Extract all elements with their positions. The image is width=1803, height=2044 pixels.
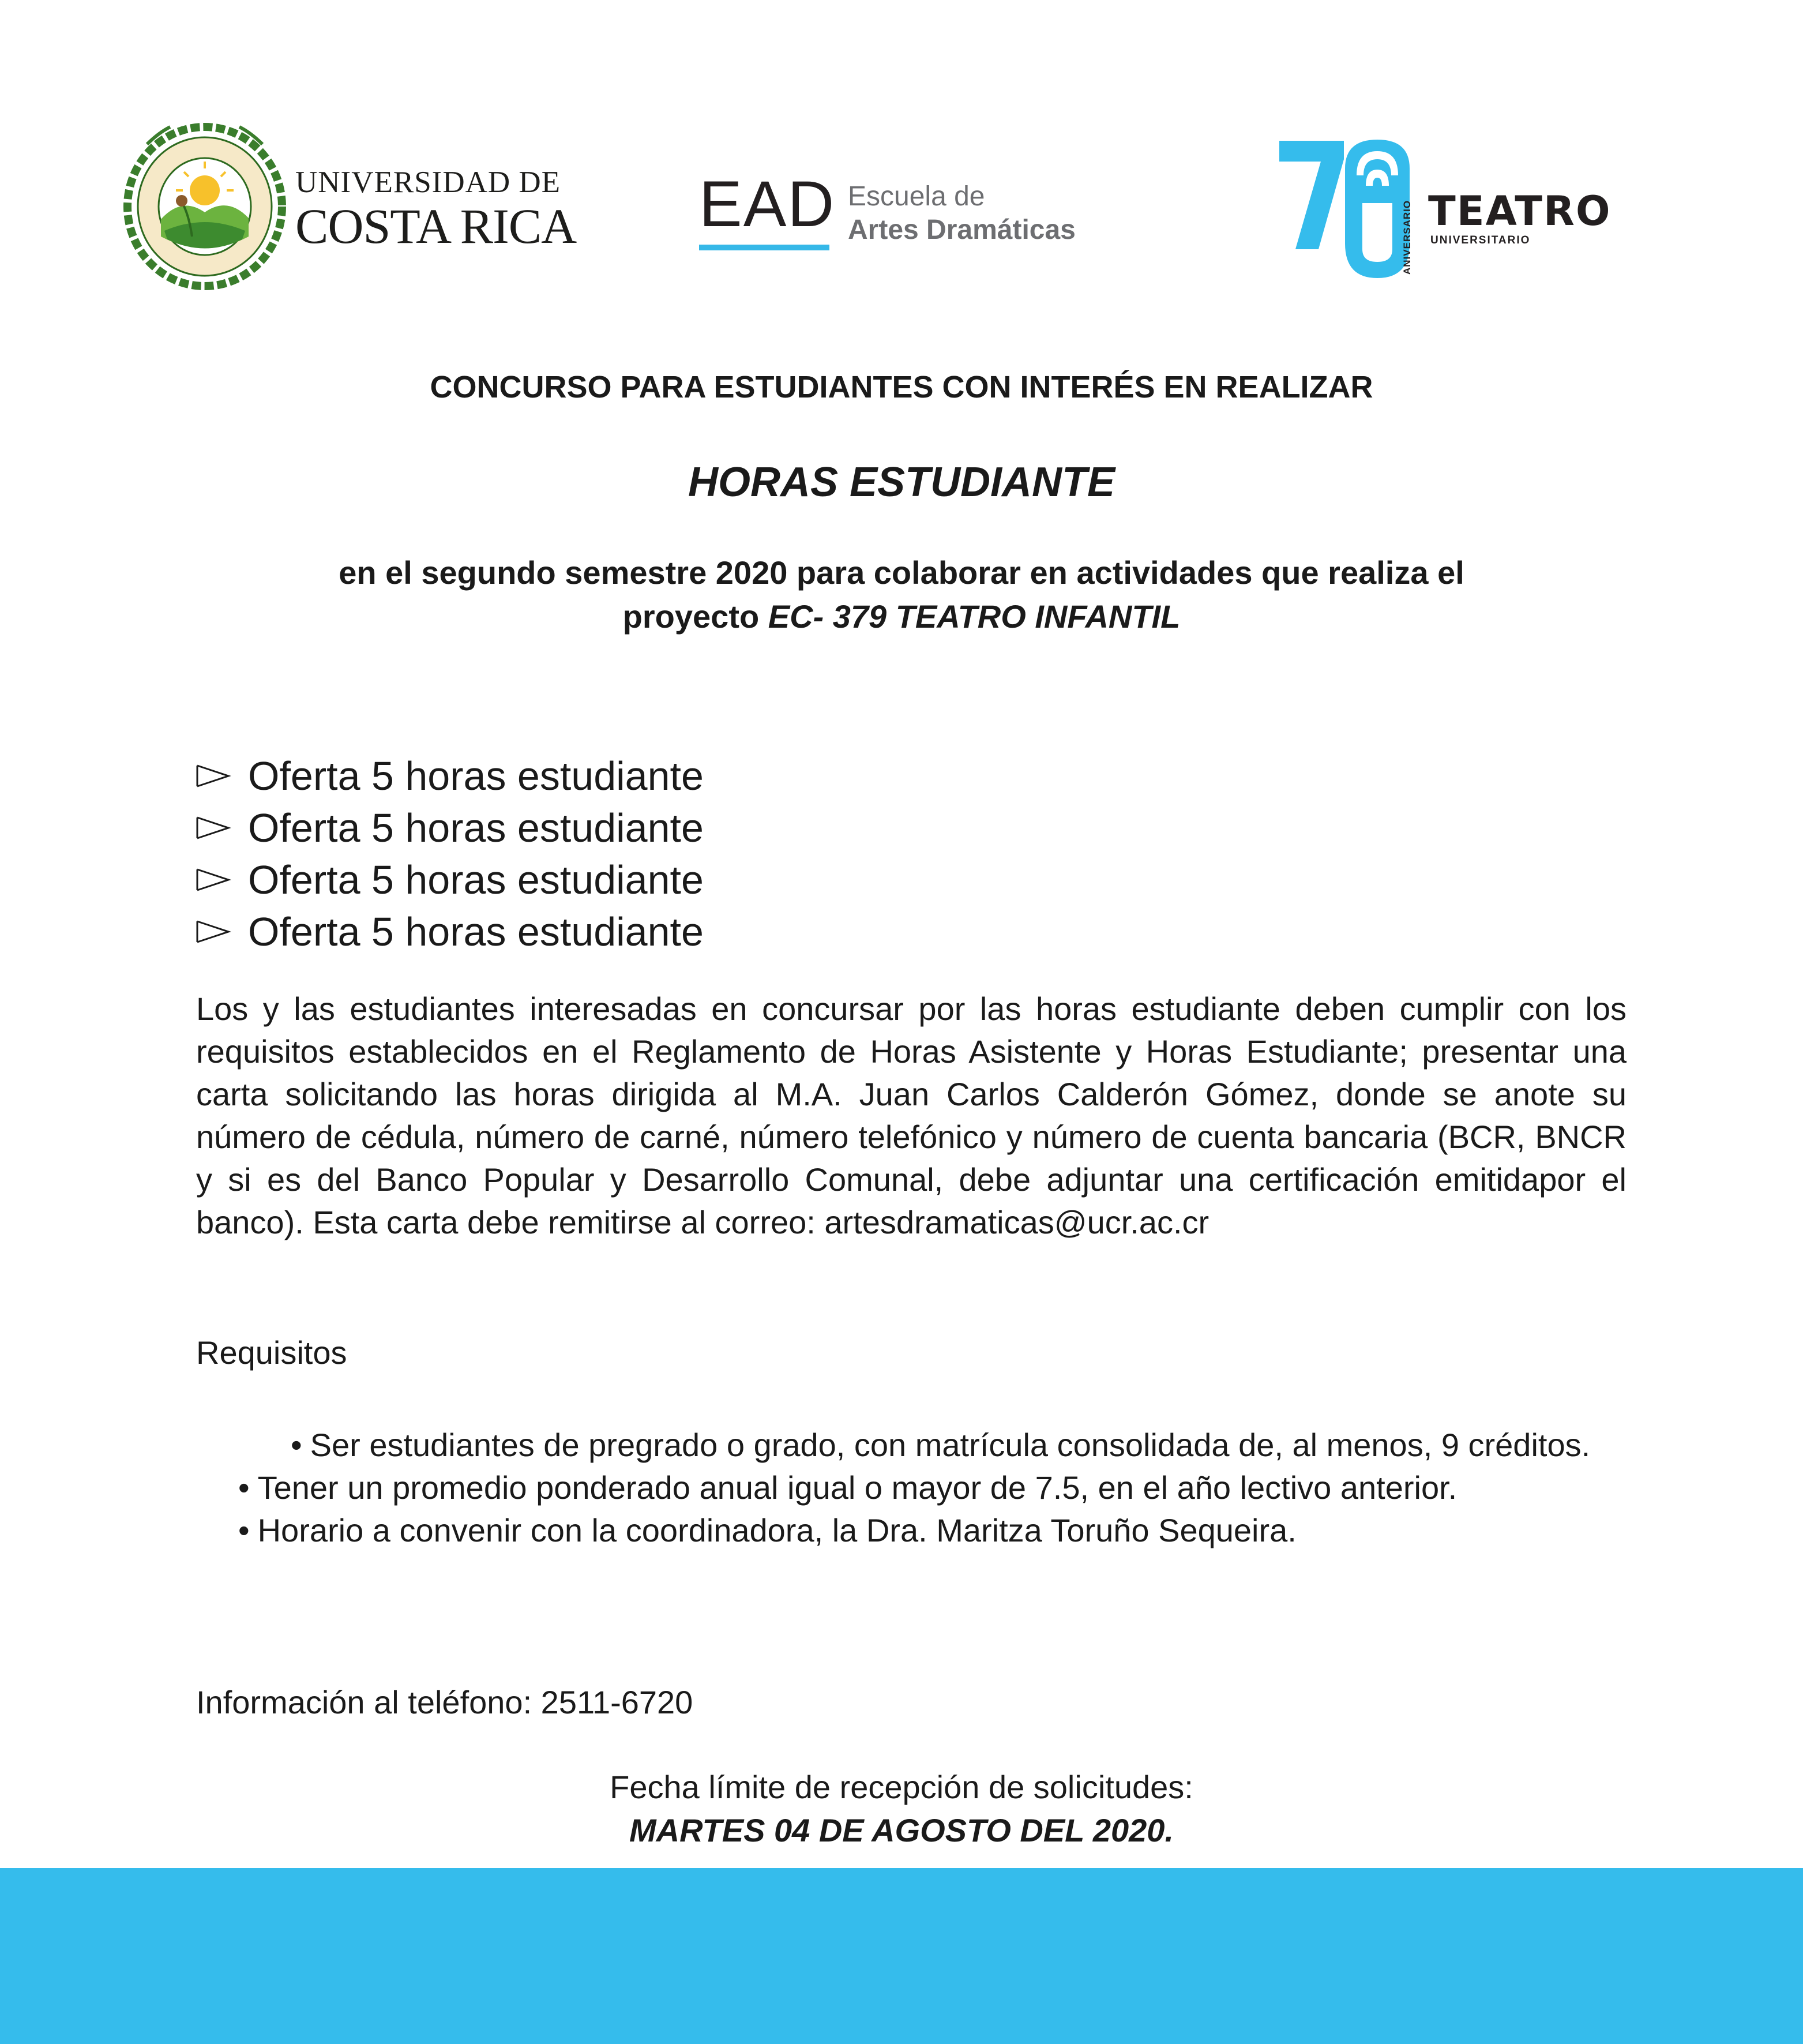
ucr-wordmark-line2: COSTA RICA xyxy=(295,198,577,254)
contest-description-line1: en el segundo semestre 2020 para colaborar en actividades que realiza el xyxy=(339,554,1464,591)
offer-text: Oferta 5 horas estudiante xyxy=(248,805,704,850)
bullet-icon: • xyxy=(238,1469,250,1506)
arrow-bullet-icon xyxy=(196,868,248,891)
contact-phone-info: Información al teléfono: 2511-6720 xyxy=(196,1684,693,1720)
svg-text:TEATRO: TEATRO xyxy=(1428,187,1612,235)
ucr-seal-logo xyxy=(124,121,286,294)
requirement-item xyxy=(178,1424,1628,1467)
requirement-item xyxy=(178,1509,1628,1552)
arrow-bullet-icon xyxy=(196,920,248,943)
offer-list xyxy=(196,750,704,958)
requirement-text: Tener un promedio ponderado anual igual o mayor de 7.5, en el año lectivo anterior. xyxy=(257,1469,1458,1506)
offer-item xyxy=(196,750,704,802)
bullet-icon: • xyxy=(291,1427,302,1463)
application-instructions: Los y las estudiantes interesadas en concursar por las horas estudiante deben cumplir con los requisitos establecidos en el Reglamento de Horas Asistente y Horas Estudiante; presentar una carta solicitando las horas dirigida al M.A. Juan Carlos Calderón Gómez, donde se anote su número de cédula, número de carné, número telefónico y número de cuenta bancaria (BCR, BNCR y si es del Banco Popular y Desarrollo Comunal, debe adjuntar una certificación emitidapor el banco). Esta carta debe remitirse al correo: artesdramaticas@ucr.ac.cr xyxy=(196,991,1627,1240)
project-prefix: proyecto xyxy=(622,598,768,635)
ucr-wordmark-line1: UNIVERSIDAD DE xyxy=(295,166,561,199)
deadline-date: MARTES 04 DE AGOSTO DEL 2020. xyxy=(629,1812,1174,1848)
requirement-text: Ser estudiantes de pregrado o grado, con matrícula consolidada de, al menos, 9 créditos. xyxy=(310,1427,1591,1463)
footer-band xyxy=(0,1868,1803,2044)
svg-text:ANIVERSARIO: ANIVERSARIO xyxy=(1402,200,1413,275)
deadline-label: Fecha límite de recepción de solicitudes: xyxy=(610,1769,1193,1805)
ucr-wordmark xyxy=(295,166,577,254)
offer-item xyxy=(196,802,704,854)
ead-subtitle-line1: Escuela de xyxy=(848,181,985,212)
teatro-universitario-70-logo xyxy=(1276,134,1612,284)
ead-letters: EAD xyxy=(699,168,836,240)
ead-subtitle-line2: Artes Dramáticas xyxy=(848,214,1076,245)
requirements-heading: Requisitos xyxy=(196,1334,347,1371)
offer-item xyxy=(196,854,704,906)
requirement-item xyxy=(178,1467,1628,1509)
project-name: EC- 379 TEATRO INFANTIL xyxy=(768,598,1181,635)
offer-text: Oferta 5 horas estudiante xyxy=(248,753,704,798)
ead-subtitle xyxy=(848,180,1076,246)
arrow-bullet-icon xyxy=(196,764,248,787)
bullet-icon: • xyxy=(238,1512,250,1548)
offer-text: Oferta 5 horas estudiante xyxy=(248,857,704,902)
ead-underline xyxy=(699,245,829,250)
contest-description-line2 xyxy=(0,595,1803,639)
offer-item xyxy=(196,906,704,958)
contest-title: CONCURSO PARA ESTUDIANTES CON INTERÉS EN REALIZAR xyxy=(430,370,1373,404)
ead-logo xyxy=(699,168,836,250)
contest-subtitle: HORAS ESTUDIANTE xyxy=(688,459,1115,505)
contest-description xyxy=(0,551,1803,639)
requirement-text: Horario a convenir con la coordinadora, la Dra. Maritza Toruño Sequeira. xyxy=(257,1512,1297,1548)
offer-text: Oferta 5 horas estudiante xyxy=(248,909,704,954)
svg-text:UNIVERSITARIO: UNIVERSITARIO xyxy=(1430,234,1531,246)
arrow-bullet-icon xyxy=(196,816,248,839)
requirements-list xyxy=(178,1424,1628,1552)
